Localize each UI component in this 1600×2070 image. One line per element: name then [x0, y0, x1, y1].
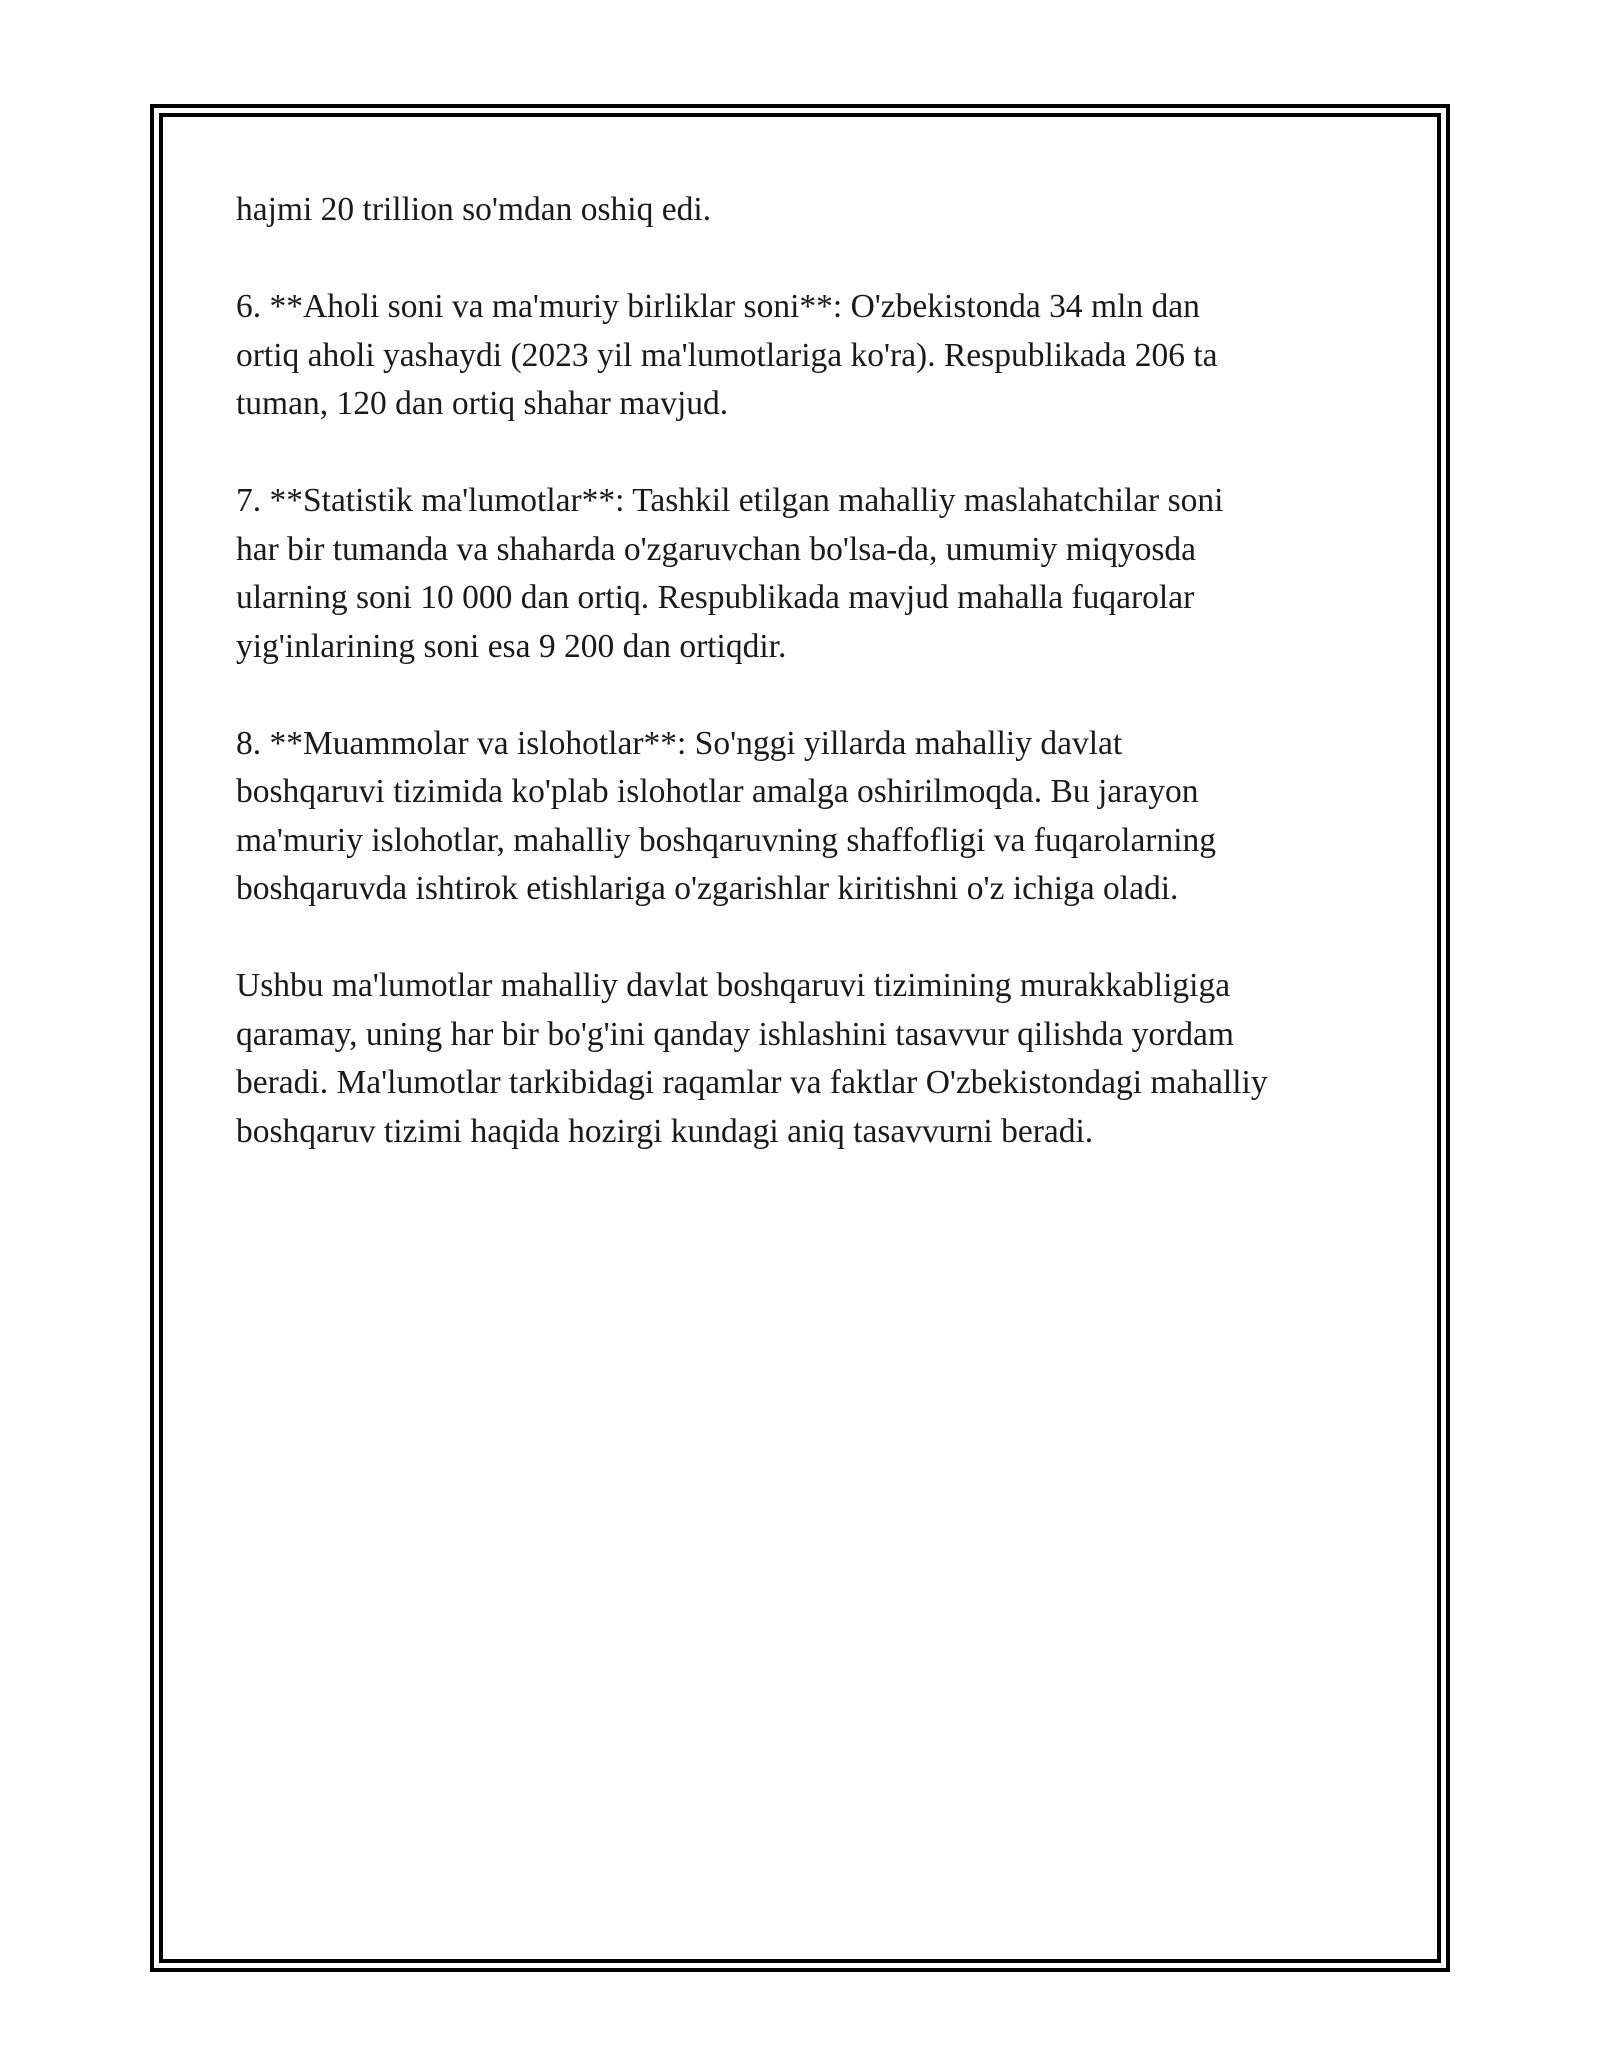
paragraph-population: 6. **Aholi soni va ma'muriy birliklar soni**: O'zbekistonda 34 mln dan ortiq aholi yashaydi (2023 yil ma'lumotlariga ko'ra). Respublikada 206 ta tuman, 120 dan ortiq shahar mavjud. [236, 288, 1218, 422]
paragraph-reforms: 8. **Muammolar va islohotlar**: So'nggi yillarda mahalliy davlat boshqaruvi tizimida ko'plab islohotlar amalga oshirilmoqda. Bu jarayon ma'muriy islohotlar, mahalliy boshqaruvning shaffofligi va fuqarolarning boshqaruvda ishtirok etishlariga o'zgarishlar kiritishni o'z ichiga oladi. [236, 724, 1217, 907]
paragraph-conclusion: Ushbu ma'lumotlar mahalliy davlat boshqaruvi tizimining murakkabligiga qaramay, uning har bir bo'g'ini qanday ishlashini tasavvur qilishda yordam beradi. Ma'lumotlar tarkibidagi raqamlar va faktlar O'zbekistondagi mahalliy boshqaruv tizimi haqida hozirgi kundagi aniq tasavvurni beradi. [236, 967, 1268, 1150]
paragraph-continuation: hajmi 20 trillion so'mdan oshiq edi. [236, 191, 712, 228]
document-body [236, 186, 1386, 1205]
paragraph-statistics: 7. **Statistik ma'lumotlar**: Tashkil etilgan mahalliy maslahatchilar soni har bir tumanda va shaharda o'zgaruvchan bo'lsa-da, umumiy miqyosda ularning soni 10 000 dan ortiq. Respublikada mavjud mahalla fuqarolar yig'inlarining soni esa 9 200 dan ortiqdir. [236, 482, 1224, 665]
